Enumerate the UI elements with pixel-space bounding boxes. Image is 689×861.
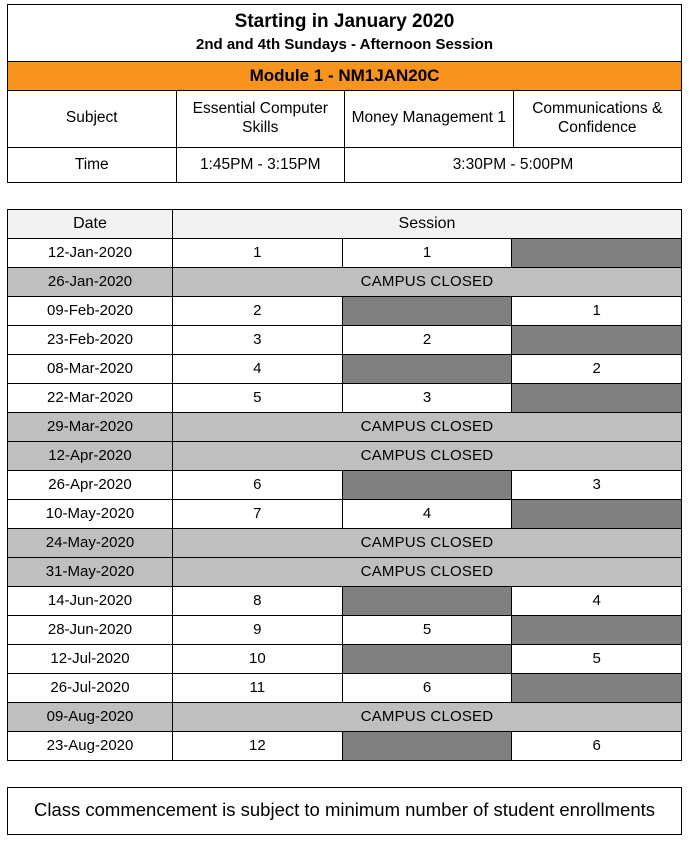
campus-closed-label: CAMPUS CLOSED <box>173 702 682 731</box>
session-date: 26-Apr-2020 <box>8 470 173 499</box>
session-date: 14-Jun-2020 <box>8 586 173 615</box>
table-row <box>8 441 682 470</box>
session-date: 26-Jul-2020 <box>8 673 173 702</box>
module-header-table <box>7 4 682 183</box>
session-date: 09-Aug-2020 <box>8 702 173 731</box>
session-number-col3 <box>512 325 682 354</box>
session-date: 31-May-2020 <box>8 557 173 586</box>
campus-closed-label: CAMPUS CLOSED <box>173 528 682 557</box>
table-row <box>8 325 682 354</box>
table-row <box>8 267 682 296</box>
session-number-col1: 10 <box>173 644 343 673</box>
session-number-col2 <box>342 586 512 615</box>
session-number-col3 <box>512 615 682 644</box>
session-number-col2: 6 <box>342 673 512 702</box>
table-row <box>8 615 682 644</box>
column-header-date: Date <box>8 209 173 238</box>
session-number-col1: 11 <box>173 673 343 702</box>
time-slot-1: 1:45PM - 3:15PM <box>176 147 345 182</box>
campus-closed-label: CAMPUS CLOSED <box>173 441 682 470</box>
session-number-col3: 2 <box>512 354 682 383</box>
session-number-col3 <box>512 499 682 528</box>
session-number-col2: 1 <box>342 238 512 267</box>
session-number-col3 <box>512 673 682 702</box>
session-date: 28-Jun-2020 <box>8 615 173 644</box>
subject-label: Subject <box>8 90 177 147</box>
table-row <box>8 296 682 325</box>
session-date: 23-Feb-2020 <box>8 325 173 354</box>
module-row <box>8 61 682 90</box>
column-header-session: Session <box>173 209 682 238</box>
time-row <box>8 147 682 182</box>
course-3: Communications & Confidence <box>513 90 682 147</box>
session-number-col3: 4 <box>512 586 682 615</box>
campus-closed-label: CAMPUS CLOSED <box>173 267 682 296</box>
module-badge: Module 1 - NM1JAN20C <box>8 61 682 90</box>
session-number-col3 <box>512 383 682 412</box>
course-2: Money Management 1 <box>345 90 514 147</box>
session-number-col3: 3 <box>512 470 682 499</box>
course-1: Essential Computer Skills <box>176 90 345 147</box>
session-number-col1: 7 <box>173 499 343 528</box>
session-number-col2: 2 <box>342 325 512 354</box>
session-number-col3: 5 <box>512 644 682 673</box>
commencement-note: Class commencement is subject to minimum number of student enrollments <box>7 787 682 835</box>
table-row <box>8 238 682 267</box>
session-number-col1: 1 <box>173 238 343 267</box>
session-number-col3: 6 <box>512 731 682 760</box>
table-row <box>8 383 682 412</box>
session-number-col1: 4 <box>173 354 343 383</box>
session-number-col1: 5 <box>173 383 343 412</box>
table-row <box>8 557 682 586</box>
session-number-col3 <box>512 238 682 267</box>
session-number-col1: 6 <box>173 470 343 499</box>
time-slot-2: 3:30PM - 5:00PM <box>345 147 682 182</box>
table-row <box>8 702 682 731</box>
table-row <box>8 470 682 499</box>
session-number-col1: 8 <box>173 586 343 615</box>
session-number-col1: 2 <box>173 296 343 325</box>
session-number-col3: 1 <box>512 296 682 325</box>
session-number-col2: 4 <box>342 499 512 528</box>
campus-closed-label: CAMPUS CLOSED <box>173 412 682 441</box>
subject-row <box>8 90 682 147</box>
title-row <box>8 5 682 35</box>
schedule-header-row <box>8 209 682 238</box>
session-number-col2: 3 <box>342 383 512 412</box>
session-schedule-table <box>7 209 682 761</box>
session-date: 12-Apr-2020 <box>8 441 173 470</box>
session-number-col2 <box>342 644 512 673</box>
schedule-page <box>0 4 689 861</box>
session-date: 24-May-2020 <box>8 528 173 557</box>
table-row <box>8 528 682 557</box>
session-date: 23-Aug-2020 <box>8 731 173 760</box>
session-date: 12-Jan-2020 <box>8 238 173 267</box>
session-date: 10-May-2020 <box>8 499 173 528</box>
session-date: 12-Jul-2020 <box>8 644 173 673</box>
schedule-section <box>7 209 682 761</box>
table-row <box>8 644 682 673</box>
session-number-col2 <box>342 731 512 760</box>
campus-closed-label: CAMPUS CLOSED <box>173 557 682 586</box>
session-date: 29-Mar-2020 <box>8 412 173 441</box>
session-number-col1: 9 <box>173 615 343 644</box>
page-subtitle: 2nd and 4th Sundays - Afternoon Session <box>8 35 682 61</box>
page-title: Starting in January 2020 <box>8 5 682 35</box>
session-date: 22-Mar-2020 <box>8 383 173 412</box>
session-number-col2: 5 <box>342 615 512 644</box>
session-number-col2 <box>342 354 512 383</box>
table-row <box>8 354 682 383</box>
table-row <box>8 412 682 441</box>
session-number-col1: 12 <box>173 731 343 760</box>
session-date: 26-Jan-2020 <box>8 267 173 296</box>
table-row <box>8 586 682 615</box>
subtitle-row <box>8 35 682 61</box>
table-row <box>8 731 682 760</box>
session-number-col1: 3 <box>173 325 343 354</box>
table-row <box>8 673 682 702</box>
session-number-col2 <box>342 470 512 499</box>
session-number-col2 <box>342 296 512 325</box>
session-date: 08-Mar-2020 <box>8 354 173 383</box>
time-label: Time <box>8 147 177 182</box>
table-row <box>8 499 682 528</box>
session-date: 09-Feb-2020 <box>8 296 173 325</box>
